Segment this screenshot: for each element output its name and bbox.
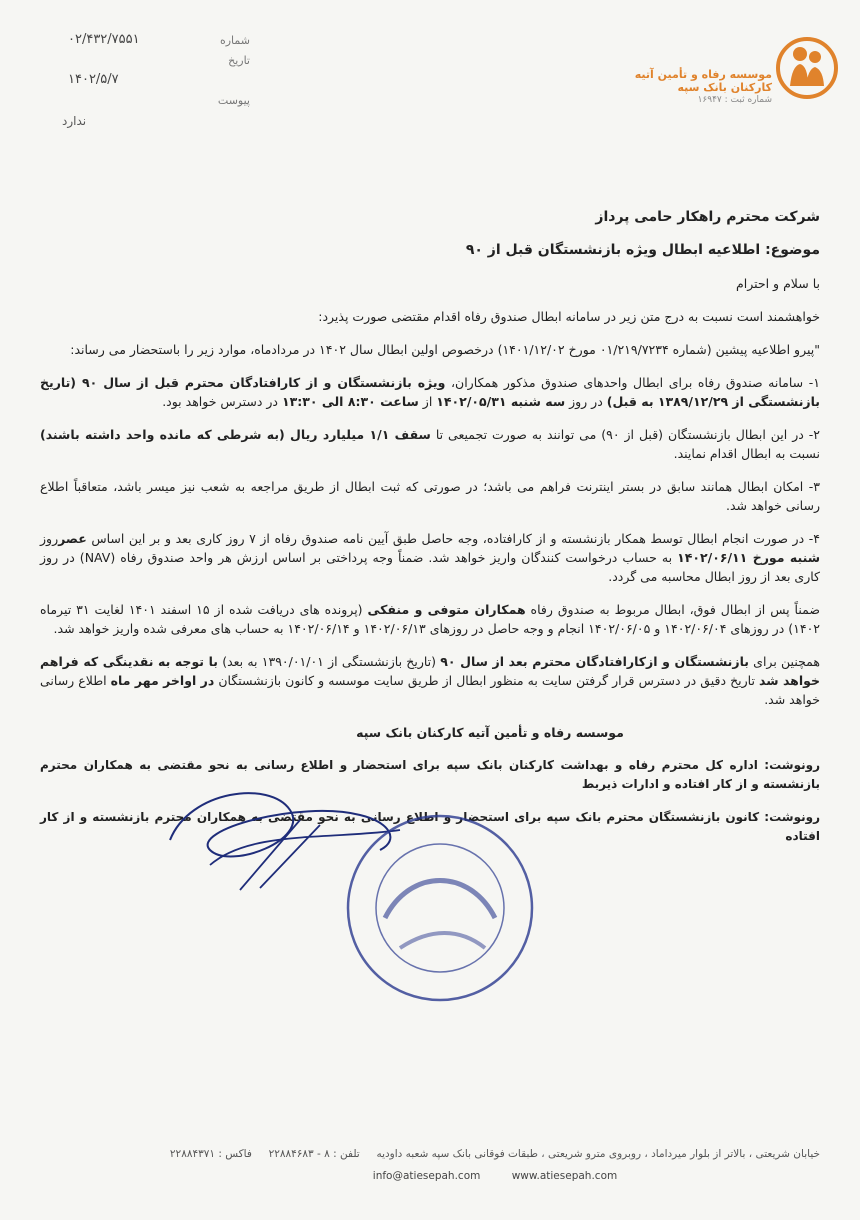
item-1-bold: ویژه بازنشستگان و از کارافتادگان محترم قبل از سال ۹۰ (تاریخ بازنشستگی از ۱۳۸۹/۱۲/۲۹ به قبل) [40, 375, 820, 409]
item-4-date: شنبه مورخ ۱۴۰۲/۰۶/۱۱ [677, 550, 820, 565]
para-5-text: ضمناً پس از ابطال فوق، ابطال مربوط به صندوق رفاه [525, 602, 820, 617]
footer-fax: فاکس : ۲۲۸۸۴۳۷۱ [169, 1148, 252, 1160]
reference-paragraph: "پیرو اطلاعیه پیشین (شماره ۰۱/۲۱۹/۷۲۳۴ مورخ ۱۴۰۱/۱۲/۰۲) درخصوص اولین ابطال سال ۱۴۰۲ در مردادماه، موارد زیر را باستحضار می رساند: [70, 342, 820, 357]
org-logo [634, 24, 838, 120]
item-4-text-3: به حساب درخواست کنندگان واریز خواهد شد. ضمناً وجه پرداختی بر اساس ارزش هر واحد صندوق رفاه (NAV) در روز کاری بعد از روز ابطال محاسبه می گردد. [40, 550, 820, 584]
letter-number: ۰۲/۴۳۲/۷۵۵۱ [68, 32, 140, 47]
date-label: تاریخ [228, 54, 250, 67]
item-1-text-4: در دسترس خواهد بود. [162, 394, 282, 409]
item-2-text: ۲- در این ابطال بازنشستگان (قبل از ۹۰) می توانند به صورت تجمیعی تا [430, 427, 820, 442]
item-4-bold: عصر [58, 531, 87, 546]
item-4 [40, 529, 820, 586]
item-2-text-2: نسبت به ابطال اقدام نمایند. [673, 446, 820, 461]
cc-2: رونوشت: کانون بازنشستگان محترم بانک سپه برای استحضار و اطلاع رسانی به نحو مقتضی به همکاران محترم بازنشسته و از کار افتاده [40, 810, 820, 843]
para-5-bold: همکاران متوفی و منفکی [367, 602, 526, 617]
org-name-line2: کارکنان بانک سپه [677, 81, 772, 94]
para-6-bold-2: با توجه به نقدینگی که فراهم خواهد شد [40, 654, 820, 688]
item-2-bold: سقف ۱/۱ میلیارد ریال (به شرطی که مانده واحد داشته باشند) [40, 427, 431, 442]
paragraph-after-90 [40, 652, 820, 709]
official-stamp [340, 808, 540, 1008]
para-5-text-2: (پرونده های دریافت شده از ۱۵ اسفند ۱۴۰۱ لغایت ۳۱ تیرماه ۱۴۰۲) در روزهای ۱۴۰۲/۰۶/۰۴ و ۱۴۰۲/۰۶/۰۵ انجام و وجه حاصل در روزهای ۱۴۰۲/۰۶/۱۳ و ۱۴۰۲/۰۶/۱۴ به حساب های معرفی شده واریز خواهد شد. [40, 602, 820, 636]
footer-email[interactable]: info@atiesepah.com [372, 1170, 481, 1182]
item-2 [40, 425, 820, 463]
item-1-text-3: از [418, 394, 437, 409]
item-4-text-2: روز [40, 531, 59, 546]
attachment-label: پیوست [217, 94, 250, 107]
org-name: موسسه رفاه و تأمین آتیه [634, 68, 772, 81]
item-4-text: ۴- در صورت انجام ابطال توسط همکار بازنشسته و از کارافتاده، وجه حاصل طبق آیین نامه صندوق رفاه از ۷ روز کاری بعد و بر این اساس [86, 531, 820, 546]
item-3: ۳- امکان ابطال همانند سابق در بستر اینترنت فراهم می باشد؛ در صورتی که ثبت ابطال از طریق مراجعه به شعب نیز میسر باشد، متعاقباً اطلاع رسانی خواهد شد. [40, 479, 820, 513]
addressee: شرکت محترم راهکار حامی پرداز [595, 209, 820, 225]
cc-1: رونوشت: اداره کل محترم رفاه و بهداشت کارکنان بانک سپه برای استحضار و اطلاع رسانی به نحو مقتضی به همکاران محترم بازنشسته و از کار افتاده و ادارات ذیربط [40, 758, 820, 791]
family-logo-icon [776, 24, 838, 112]
item-1-date: سه شنبه ۱۴۰۲/۰۵/۳۱ [436, 394, 566, 409]
letter-date: ۱۴۰۲/۵/۷ [68, 72, 119, 87]
para-6-bold: بازنشستگان و ازکارافتادگان محترم بعد از سال ۹۰ [440, 654, 749, 669]
letter-footer [40, 1148, 820, 1182]
footer-phone: تلفن : ۸ - ۲۲۸۸۴۶۸۳ [268, 1148, 360, 1160]
signer-name: موسسه رفاه و تأمین آتیه کارکنان بانک سپه [356, 725, 624, 740]
item-1-hours: ساعت ۸:۳۰ الی ۱۳:۳۰ [281, 394, 419, 409]
para-6-bold-3: در اواخر مهر ماه [110, 673, 215, 688]
para-6-text: همچنین برای [748, 654, 820, 669]
item-1-text: ۱- سامانه صندوق رفاه برای ابطال واحدهای صندوق مذکور همکاران، [445, 375, 820, 390]
letter-body [40, 208, 820, 860]
footer-website[interactable]: www.atiesepah.com [511, 1170, 618, 1182]
para-6-text-4: اطلاع رسانی خواهد شد. [40, 673, 820, 707]
footer-address: خیابان شریعتی ، بالاتر از بلوار میرداماد ، روبروی مترو شریعتی ، طبقات فوقانی بانک سپه شعبه داودیه [376, 1148, 820, 1160]
paragraph-deceased [40, 600, 820, 638]
item-1-text-2: در روز [565, 394, 607, 409]
para-6-text-3: تاریخ دقیق در دسترس قرار گرفتن سایت به منظور ابطال از طریق سایت موسسه و کانون بازنشستگان [214, 673, 759, 688]
intro-paragraph: خواهشمند است نسبت به درج متن زیر در سامانه ابطال صندوق رفاه اقدام مقتضی صورت پذیرد: [318, 309, 820, 324]
item-1 [40, 373, 820, 411]
greeting: با سلام و احترام [736, 276, 820, 291]
number-label: شماره [219, 34, 250, 47]
org-registration: شماره ثبت : ۱۶۹۴۷ [697, 95, 772, 105]
attachment-value: ندارد [62, 114, 87, 128]
letter-meta [40, 34, 250, 134]
para-6-text-2: (تاریخ بازنشستگی از ۱۳۹۰/۰۱/۰۱ به بعد) [217, 654, 441, 669]
subject: موضوع: اطلاعیه ابطال ویژه بازنشستگان قبل از ۹۰ [465, 242, 820, 258]
